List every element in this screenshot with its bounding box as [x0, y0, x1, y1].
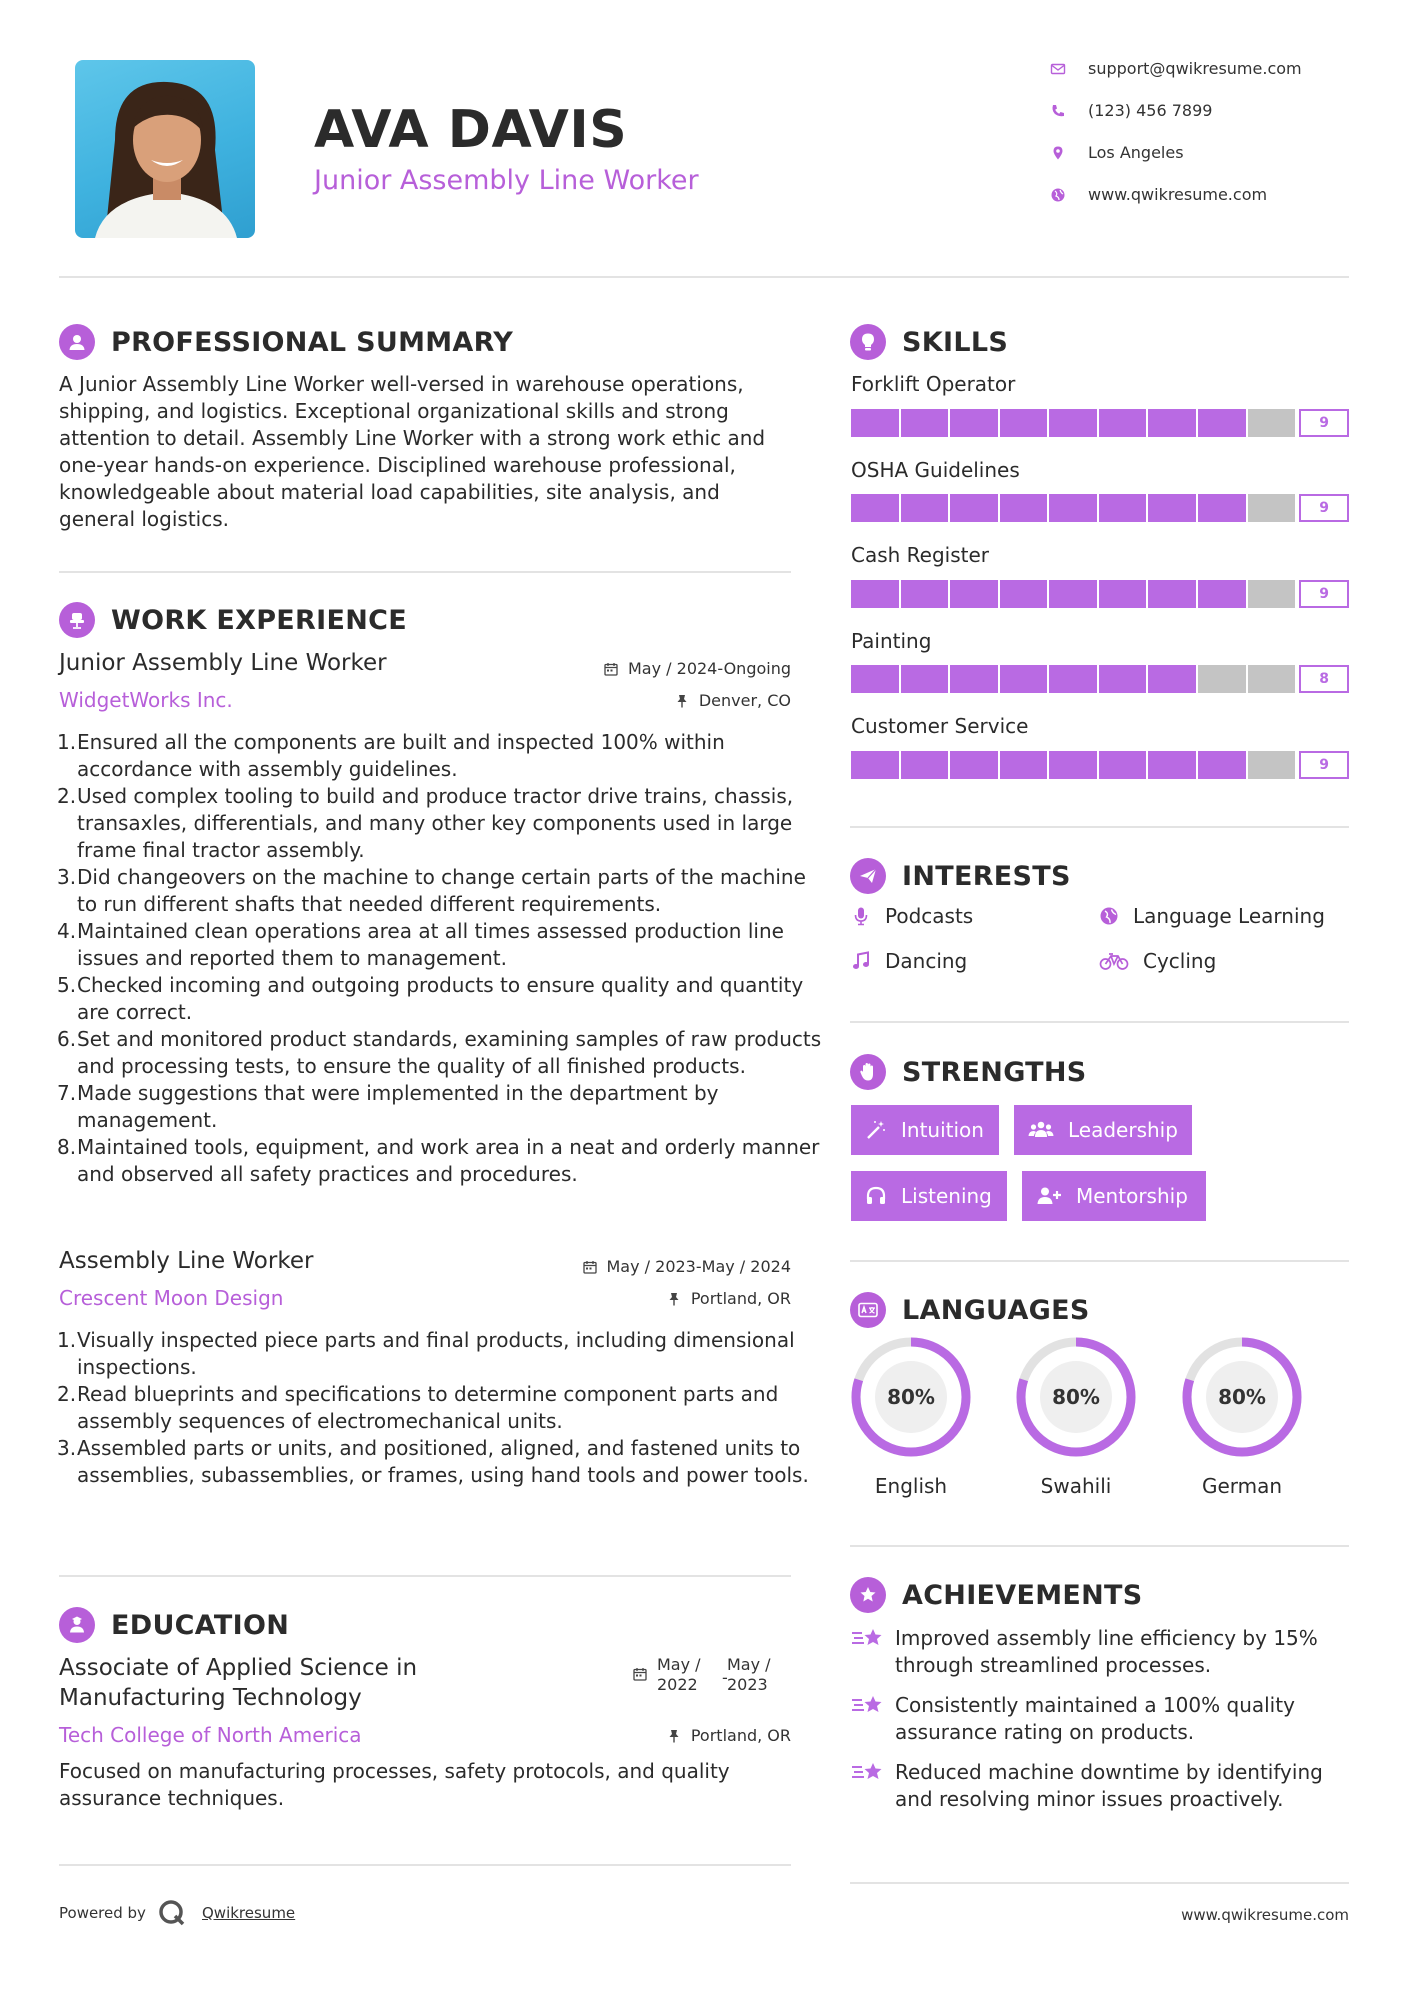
skill-bar-segment: [1248, 580, 1296, 608]
summary-divider: [59, 571, 791, 573]
header-divider: [59, 276, 1349, 278]
job-2-location: [500, 1289, 791, 1308]
calendar-icon: [583, 1260, 597, 1274]
skill-bar-segment: [851, 580, 899, 608]
list-item: 6. Set and monitored product standards, examining samples of raw products and processing tests, to ensure the quality of all finished products.: [57, 1027, 822, 1078]
skill-score-badge: 9: [1299, 751, 1349, 779]
skill-bar-segment: [950, 751, 998, 779]
skill-bar-segment: [1000, 494, 1048, 522]
education-degree: [59, 1653, 417, 1713]
skill-bar-segment: [1049, 409, 1097, 437]
section-title-achievements-text: ACHIEVEMENTS: [902, 1579, 1143, 1611]
section-title-skills: [850, 324, 1008, 360]
education-degree-line-1: Associate of Applied Science in: [59, 1655, 418, 1681]
headphones-icon: [865, 1185, 887, 1207]
job-1-title: Junior Assembly Line Worker: [59, 650, 387, 676]
section-title-strengths-text: STRENGTHS: [902, 1056, 1087, 1088]
skill-score-badge: 9: [1299, 494, 1349, 522]
skill-bar-segment: [1099, 409, 1147, 437]
language-percent-label: 80%: [887, 1385, 935, 1409]
skill-4-label: Painting: [851, 629, 932, 653]
education-date: [632, 1655, 792, 1695]
skill-bar-segment: [1099, 494, 1147, 522]
skill-bar-segment: [1248, 409, 1296, 437]
section-title-languages: [850, 1292, 1090, 1328]
profile-photo-illustration: [75, 60, 255, 238]
strength-listening: Listening: [851, 1171, 1007, 1221]
skill-bar-segment: [901, 580, 949, 608]
skill-bar-segment: [1248, 494, 1296, 522]
candidate-role: Junior Assembly Line Worker: [314, 165, 699, 196]
job-2-date-text: May / 2023-May / 2024: [606, 1257, 791, 1276]
summary-text: A Junior Assembly Line Worker well-versed in warehouse operations, shipping, and logistics. Exceptional organizational skills and strong attention to detail. Assembly Line Worker with a strong work ethic and one-year hands-on experience. Disciplined warehouse professional, knowledgeable about material load capabilities, site analysis, and general logistics.: [59, 372, 766, 531]
microphone-icon: [851, 906, 871, 926]
section-title-interests-text: INTERESTS: [902, 860, 1071, 892]
skill-5-label: Customer Service: [851, 714, 1029, 738]
bicycle-icon: [1099, 951, 1129, 971]
qwikresume-logo-icon: [157, 1898, 187, 1928]
skill-score-badge: 9: [1299, 580, 1349, 608]
skill-bar-segment: [1049, 665, 1097, 693]
envelope-icon: [1050, 61, 1066, 77]
achievements-divider: [850, 1882, 1349, 1884]
skill-bar-segment: [1198, 494, 1246, 522]
experience-divider: [59, 1575, 791, 1577]
interest-cycling: Cycling: [1099, 949, 1216, 973]
contact-email[interactable]: [1050, 59, 1370, 78]
skill-bar-segment: [1248, 665, 1296, 693]
skill-bar-segment: [1099, 751, 1147, 779]
section-title-interests: [850, 858, 1071, 894]
skill-bar-segment: [950, 409, 998, 437]
skill-bar-segment: [901, 409, 949, 437]
map-pin-icon: [1050, 145, 1066, 161]
phone-icon: [1050, 103, 1066, 119]
list-item: 3. Did changeovers on the machine to change certain parts of the machine to run different shafts that needed different requirements.: [57, 865, 806, 916]
education-date-separator: -: [722, 1668, 728, 1687]
job-2-bullets: [59, 1327, 822, 1489]
job-1-company: WidgetWorks Inc.: [59, 688, 233, 712]
shooting-star-icon: [851, 1692, 885, 1718]
language-3-label: German: [1201, 1474, 1283, 1498]
group-icon: [1028, 1119, 1054, 1141]
raised-hand-icon: [850, 1054, 886, 1090]
job-2-title: Assembly Line Worker: [59, 1248, 314, 1274]
education-date-end: May / 2023: [727, 1655, 771, 1694]
skill-bar-segment: [1099, 580, 1147, 608]
skill-5-bar: [851, 751, 1349, 779]
skill-bar-segment: [950, 494, 998, 522]
job-2-company: Crescent Moon Design: [59, 1286, 284, 1310]
skill-3-label: Cash Register: [851, 543, 990, 567]
skill-bar-segment: [1198, 580, 1246, 608]
contact-phone[interactable]: [1050, 101, 1370, 120]
education-school: Tech College of North America: [59, 1723, 362, 1747]
list-item: 5. Checked incoming and outgoing products to ensure quality and quantity are correct.: [57, 973, 804, 1024]
section-title-languages-text: LANGUAGES: [902, 1294, 1090, 1326]
list-item: 8. Maintained tools, equipment, and work area in a neat and orderly manner and observed all safety practices and procedures.: [57, 1135, 820, 1186]
contact-location-text: Los Angeles: [1088, 143, 1184, 162]
language-card-icon: [850, 1292, 886, 1328]
graduation-icon: [59, 1607, 95, 1643]
interest-language-learning: Language Learning: [1099, 904, 1325, 928]
pushpin-icon: [675, 694, 689, 708]
strength-mentorship: Mentorship: [1022, 1171, 1206, 1221]
skill-bar-segment: [1198, 665, 1246, 693]
language-1-label: English: [874, 1474, 948, 1498]
skill-bar-segment: [1148, 665, 1196, 693]
strength-leadership: Leadership: [1014, 1105, 1192, 1155]
skill-bar-segment: [851, 665, 899, 693]
skill-bar-segment: [851, 494, 899, 522]
music-note-icon: [851, 951, 871, 971]
pushpin-icon: [667, 1729, 681, 1743]
education-date-start: May / 2022: [657, 1655, 701, 1694]
section-title-experience-text: WORK EXPERIENCE: [111, 604, 407, 636]
skill-bar-segment: [901, 751, 949, 779]
skill-bar-segment: [1000, 751, 1048, 779]
skill-bar-segment: [1000, 580, 1048, 608]
skill-bar-segment: [1049, 494, 1097, 522]
skill-bar-segment: [901, 494, 949, 522]
education-location: [500, 1726, 791, 1745]
user-plus-icon: [1036, 1185, 1062, 1207]
section-title-summary: [59, 324, 513, 360]
skill-bar-segment: [1000, 409, 1048, 437]
skill-bar-segment: [1049, 580, 1097, 608]
language-rings: [849, 1335, 1349, 1465]
contact-phone-text: (123) 456 7899: [1088, 101, 1213, 120]
list-item: 1. Visually inspected piece parts and final products, including dimensional inspections.: [57, 1328, 795, 1379]
list-item: 4. Maintained clean operations area at all times assessed production line issues and reported them to management.: [57, 919, 784, 970]
shooting-star-icon: [851, 1759, 885, 1785]
contact-email-text: support@qwikresume.com: [1088, 59, 1302, 78]
section-title-education-text: EDUCATION: [111, 1609, 290, 1641]
lightbulb-icon: [850, 324, 886, 360]
skill-2-label: OSHA Guidelines: [851, 458, 1020, 482]
user-icon: [59, 324, 95, 360]
skill-bar-segment: [1099, 665, 1147, 693]
job-2-date: [500, 1257, 791, 1276]
skills-divider: [850, 826, 1349, 828]
skill-4-bar: [851, 665, 1349, 693]
education-degree-line-2: Manufacturing Technology: [59, 1685, 362, 1711]
job-1-location: [500, 691, 791, 710]
shooting-star-icon: [851, 1625, 885, 1651]
pushpin-icon: [667, 1292, 681, 1306]
section-title-strengths: [850, 1054, 1087, 1090]
section-title-experience: [59, 602, 407, 638]
skill-1-label: Forklift Operator: [851, 372, 1016, 396]
globe-icon: [1099, 906, 1119, 926]
skill-bar-segment: [1198, 409, 1246, 437]
list-item: 2. Read blueprints and specifications to determine component parts and assembly sequences of electromechanical units.: [57, 1382, 779, 1433]
contact-location: [1050, 143, 1370, 162]
job-1-bullets: [59, 729, 822, 1188]
star-badge-icon: [850, 1577, 886, 1613]
interests-divider: [850, 1021, 1349, 1023]
skill-bar-segment: [1148, 751, 1196, 779]
globe-icon: [1050, 187, 1066, 203]
skill-bar-segment: [1049, 751, 1097, 779]
list-item: 2. Used complex tooling to build and produce tractor drive trains, chassis, transaxles, differentials, and many other key components used in large frame final tractor assembly.: [57, 784, 794, 862]
skill-bar-segment: [950, 580, 998, 608]
skill-bar-segment: [851, 409, 899, 437]
contact-website[interactable]: [1050, 185, 1370, 204]
skill-score-badge: 8: [1299, 665, 1349, 693]
language-percent-label: 80%: [1218, 1385, 1266, 1409]
section-title-skills-text: SKILLS: [902, 326, 1009, 358]
achievement-3: Reduced machine downtime by identifying and resolving minor issues proactively.: [851, 1759, 1341, 1813]
skill-3-bar: [851, 580, 1349, 608]
skill-bar-segment: [1248, 751, 1296, 779]
skill-bar-segment: [901, 665, 949, 693]
calendar-icon: [633, 1667, 647, 1681]
achievement-1: Improved assembly line efficiency by 15% through streamlined processes.: [851, 1625, 1341, 1679]
education-divider: [59, 1864, 791, 1866]
interest-dancing: Dancing: [851, 949, 967, 973]
job-1-date: [500, 659, 791, 678]
skill-bar-segment: [1148, 494, 1196, 522]
skill-bar-segment: [1148, 409, 1196, 437]
skill-1-bar: [851, 409, 1349, 437]
skill-bar-segment: [851, 751, 899, 779]
list-item: 7. Made suggestions that were implemented in the department by management.: [57, 1081, 719, 1132]
candidate-name: AVA DAVIS: [314, 100, 628, 160]
skill-2-bar: [851, 494, 1349, 522]
powered-by-label: Powered by: [59, 1904, 146, 1922]
calendar-icon: [604, 662, 618, 676]
language-percent-label: 80%: [1052, 1385, 1100, 1409]
language-2-label: Swahili: [1040, 1474, 1112, 1498]
section-title-achievements: [850, 1577, 1143, 1613]
magic-wand-icon: [865, 1119, 887, 1141]
list-item: 1. Ensured all the components are built and inspected 100% within accordance with assembly guidelines.: [57, 730, 725, 781]
list-item: 3. Assembled parts or units, and positioned, aligned, and fastened units to assemblies, subassemblies, or frames, using hand tools and power tools.: [57, 1436, 809, 1487]
interest-podcasts: Podcasts: [851, 904, 973, 928]
skill-bar-segment: [1000, 665, 1048, 693]
section-title-summary-text: PROFESSIONAL SUMMARY: [111, 326, 514, 358]
education-location-text: Portland, OR: [690, 1726, 791, 1745]
paper-plane-icon: [850, 858, 886, 894]
job-1-date-text: May / 2024-Ongoing: [628, 659, 791, 678]
skill-score-badge: 9: [1299, 409, 1349, 437]
strengths-divider: [850, 1260, 1349, 1262]
qwikresume-link[interactable]: Qwikresume: [202, 1904, 296, 1922]
job-1-location-text: Denver, CO: [698, 691, 791, 710]
languages-divider: [850, 1545, 1349, 1547]
section-title-education: [59, 1607, 289, 1643]
job-2-location-text: Portland, OR: [690, 1289, 791, 1308]
skill-bar-segment: [950, 665, 998, 693]
briefcase-chair-icon: [59, 602, 95, 638]
achievement-2: Consistently maintained a 100% quality assurance rating on products.: [851, 1692, 1341, 1746]
footer-website[interactable]: www.qwikresume.com: [1181, 1906, 1349, 1924]
skill-bar-segment: [1198, 751, 1246, 779]
contact-website-text: www.qwikresume.com: [1088, 185, 1268, 204]
skill-bar-segment: [1148, 580, 1196, 608]
profile-photo: [75, 60, 255, 238]
education-description: Focused on manufacturing processes, safety protocols, and quality assurance techniques.: [59, 1759, 730, 1810]
strength-intuition: Intuition: [851, 1105, 999, 1155]
